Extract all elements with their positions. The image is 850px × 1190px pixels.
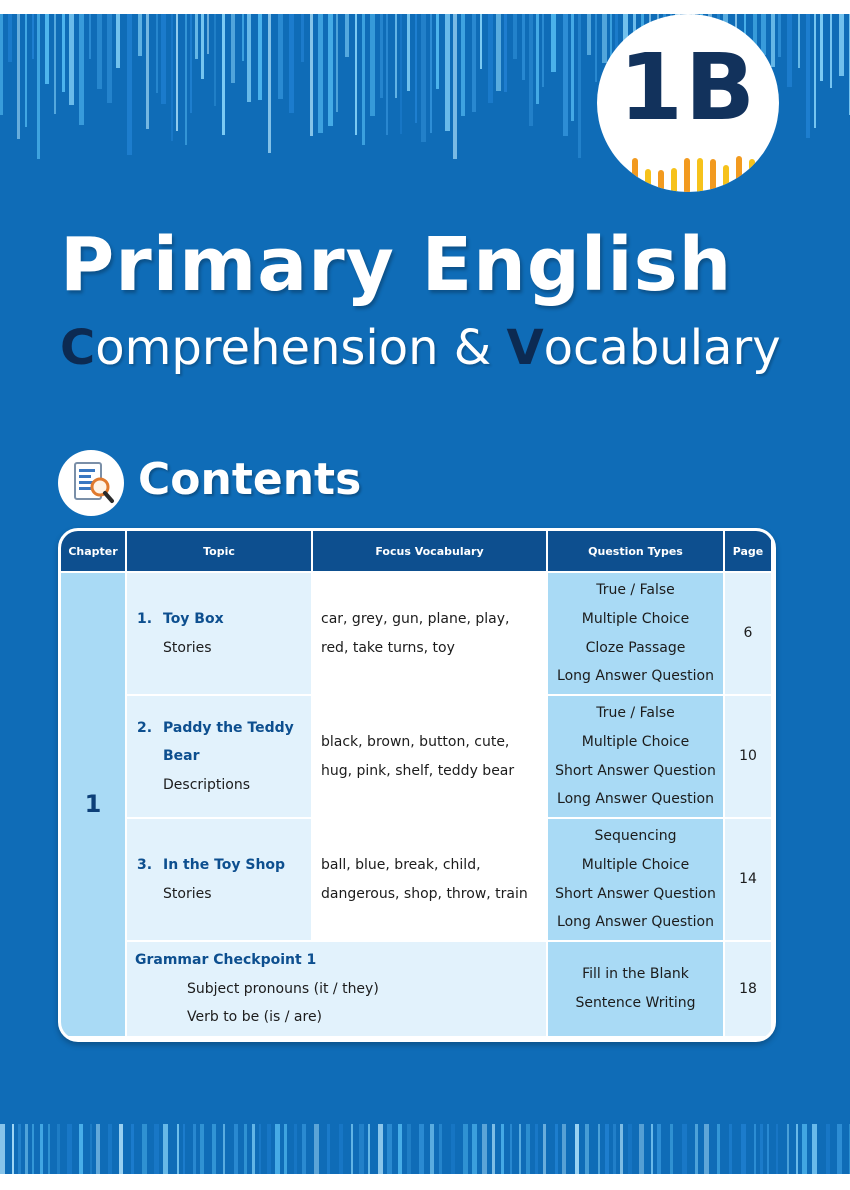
qtype-item: Multiple Choice xyxy=(581,610,690,627)
stripe-decoration xyxy=(430,1124,434,1174)
stripe-decoration xyxy=(585,1124,589,1174)
stripe-decoration xyxy=(453,14,457,159)
stripe-decoration xyxy=(18,1124,21,1174)
stripe-decoration xyxy=(398,1124,402,1174)
stripe-decoration xyxy=(657,1124,661,1174)
stripe-decoration xyxy=(207,14,209,54)
stripe-decoration xyxy=(407,1124,411,1174)
qtypes-cell xyxy=(547,941,724,1036)
stripe-decoration xyxy=(830,14,832,88)
stripe-decoration xyxy=(48,1124,50,1174)
stripe-decoration xyxy=(741,1124,746,1174)
stripe-decoration xyxy=(108,1124,112,1174)
level-badge-label: 1B xyxy=(618,34,758,141)
vocab-cell: car, grey, gun, plane, play, red, take turns, toy xyxy=(312,572,547,695)
stripe-decoration xyxy=(339,1124,343,1174)
stripe-decoration xyxy=(492,1124,495,1174)
grammar-cell xyxy=(126,941,547,1036)
qtype-item: Fill in the Blank xyxy=(582,966,689,983)
stripe-decoration xyxy=(717,1124,720,1174)
stripe-decoration xyxy=(212,1124,216,1174)
table-row xyxy=(61,572,771,695)
stripe-decoration xyxy=(146,14,149,129)
stripe-decoration xyxy=(639,1124,644,1174)
stripe-decoration xyxy=(45,14,49,84)
badge-bar-decoration xyxy=(697,158,703,192)
stripe-decoration xyxy=(142,1124,147,1174)
stripe-decoration xyxy=(244,1124,247,1174)
stripe-decoration xyxy=(787,14,792,87)
stripe-decoration xyxy=(368,1124,370,1174)
subtitle-initial-c: C xyxy=(60,320,96,376)
qtypes-cell xyxy=(547,572,724,695)
stripe-decoration xyxy=(575,1124,579,1174)
bottom-stripes-decoration xyxy=(0,1124,850,1174)
badge-bar-decoration xyxy=(645,169,651,192)
topic-title: Toy Box xyxy=(163,610,224,627)
stripe-decoration xyxy=(387,1124,392,1174)
stripe-decoration xyxy=(362,14,365,145)
stripe-decoration xyxy=(472,1124,477,1174)
stripe-decoration xyxy=(54,14,56,114)
stripe-decoration xyxy=(555,1124,558,1174)
contents-heading: Contents xyxy=(138,454,362,505)
qtype-item: Sentence Writing xyxy=(575,995,696,1011)
subtitle-word-2: ocabulary xyxy=(543,320,781,376)
book-subtitle xyxy=(60,320,781,376)
stripe-decoration xyxy=(328,14,333,126)
badge-bar-decoration xyxy=(619,167,625,192)
stripe-decoration xyxy=(17,14,20,139)
topic-cell xyxy=(126,572,312,695)
qtype-item: Long Answer Question xyxy=(557,791,714,808)
stripe-decoration xyxy=(682,1124,687,1174)
stripe-decoration xyxy=(767,1124,769,1174)
stripe-decoration xyxy=(37,14,40,159)
stripe-decoration xyxy=(336,14,338,112)
stripe-decoration xyxy=(571,14,574,121)
stripe-decoration xyxy=(154,1124,159,1174)
stripe-decoration xyxy=(310,14,313,136)
table-row xyxy=(61,818,771,941)
topic-cell xyxy=(126,695,312,818)
table-row xyxy=(61,695,771,818)
stripe-decoration xyxy=(259,1124,261,1174)
stripe-decoration xyxy=(839,14,844,76)
stripe-decoration xyxy=(695,1124,698,1174)
qtype-item: Long Answer Question xyxy=(557,914,714,931)
topic-number: 1. xyxy=(137,610,153,627)
badge-bar-decoration xyxy=(658,170,664,192)
stripe-decoration xyxy=(776,1124,778,1174)
stripe-decoration xyxy=(163,1124,168,1174)
qtype-item: True / False xyxy=(596,582,675,599)
header-vocab: Focus Vocabulary xyxy=(312,531,547,572)
qtype-item: Cloze Passage xyxy=(585,639,686,656)
contents-table-frame xyxy=(58,528,776,1042)
stripe-decoration xyxy=(670,1124,673,1174)
stripe-decoration xyxy=(185,14,187,145)
grammar-title: Grammar Checkpoint 1 xyxy=(135,952,317,969)
stripe-decoration xyxy=(445,14,450,131)
stripe-decoration xyxy=(820,14,823,81)
stripe-decoration xyxy=(378,1124,383,1174)
stripe-decoration xyxy=(131,1124,134,1174)
stripe-decoration xyxy=(496,14,501,91)
stripe-decoration xyxy=(32,1124,34,1174)
stripe-decoration xyxy=(138,14,142,56)
stripe-decoration xyxy=(513,14,517,59)
stripe-decoration xyxy=(359,1124,364,1174)
topic-subtitle: Descriptions xyxy=(163,776,251,793)
qtype-item: Multiple Choice xyxy=(581,733,690,750)
stripe-decoration xyxy=(314,1124,319,1174)
stripe-decoration xyxy=(107,14,112,103)
chapter-number: 1 xyxy=(61,572,126,1036)
contents-table xyxy=(61,531,771,1036)
table-header-row xyxy=(61,531,771,572)
page-number: 18 xyxy=(724,941,771,1036)
badge-bar-decoration xyxy=(736,156,742,192)
vocab-cell: black, brown, button, cute, hug, pink, shelf, teddy bear xyxy=(312,695,547,818)
vocab-cell: ball, blue, break, child, dangerous, shop, throw, train xyxy=(312,818,547,941)
stripe-decoration xyxy=(79,14,84,125)
stripe-decoration xyxy=(289,14,294,113)
stripe-decoration xyxy=(190,14,192,113)
document-magnifier-icon xyxy=(58,450,124,516)
stripe-decoration xyxy=(754,1124,756,1174)
stripe-decoration xyxy=(0,14,3,115)
stripe-decoration xyxy=(89,14,91,59)
stripe-decoration xyxy=(837,1124,842,1174)
stripe-decoration xyxy=(439,1124,442,1174)
stripe-decoration xyxy=(302,1124,306,1174)
stripe-decoration xyxy=(535,1124,538,1174)
qtype-item: Long Answer Question xyxy=(557,668,714,685)
grammar-item: Verb to be (is / are) xyxy=(187,1009,323,1026)
stripe-decoration xyxy=(345,14,349,57)
stripe-decoration xyxy=(69,14,74,105)
stripe-decoration xyxy=(386,14,388,135)
stripe-decoration xyxy=(119,1124,123,1174)
qtype-item: True / False xyxy=(596,705,675,722)
stripe-decoration xyxy=(294,1124,297,1174)
stripe-decoration xyxy=(177,1124,179,1174)
stripe-decoration xyxy=(247,14,251,102)
topic-title: In the Toy Shop xyxy=(163,856,286,873)
stripe-decoration xyxy=(796,1124,798,1174)
stripe-decoration xyxy=(40,1124,43,1174)
stripe-decoration xyxy=(116,14,120,68)
stripe-decoration xyxy=(812,1124,817,1174)
stripe-decoration xyxy=(451,1124,455,1174)
stripe-decoration xyxy=(318,14,323,133)
header-chapter: Chapter xyxy=(61,531,126,572)
stripe-decoration xyxy=(380,14,383,98)
stripe-decoration xyxy=(351,1124,353,1174)
stripe-decoration xyxy=(195,14,198,59)
qtypes-cell xyxy=(547,695,724,818)
grammar-row xyxy=(61,941,771,1036)
stripe-decoration xyxy=(519,1124,521,1174)
stripe-decoration xyxy=(463,1124,468,1174)
stripe-decoration xyxy=(284,1124,287,1174)
subtitle-word-1: omprehension & xyxy=(95,320,507,376)
badge-bar-decoration xyxy=(684,158,690,192)
stripe-decoration xyxy=(400,14,402,134)
level-badge xyxy=(597,14,779,192)
stripe-decoration xyxy=(79,1124,83,1174)
stripe-decoration xyxy=(242,14,244,61)
badge-bars-decoration xyxy=(619,152,759,192)
stripe-decoration xyxy=(510,1124,512,1174)
stripe-decoration xyxy=(231,14,235,83)
stripe-decoration xyxy=(96,1124,100,1174)
stripe-decoration xyxy=(551,14,556,72)
stripe-decoration xyxy=(421,14,426,142)
stripe-decoration xyxy=(214,14,216,106)
stripe-decoration xyxy=(729,1124,732,1174)
topic-cell xyxy=(126,818,312,941)
stripe-decoration xyxy=(536,14,539,104)
stripe-decoration xyxy=(25,14,27,127)
page-number: 14 xyxy=(724,818,771,941)
stripe-decoration xyxy=(651,1124,653,1174)
stripe-decoration xyxy=(234,1124,238,1174)
stripe-decoration xyxy=(461,14,465,116)
stripe-decoration xyxy=(57,1124,60,1174)
topic-subtitle: Stories xyxy=(163,639,212,656)
stripe-decoration xyxy=(504,14,507,92)
stripe-decoration xyxy=(268,14,271,153)
badge-bar-decoration xyxy=(671,168,677,192)
stripe-decoration xyxy=(161,14,166,104)
stripe-decoration xyxy=(25,1124,28,1174)
stripe-decoration xyxy=(223,1124,225,1174)
stripe-decoration xyxy=(415,14,417,123)
stripe-decoration xyxy=(802,1124,807,1174)
stripe-decoration xyxy=(482,1124,487,1174)
stripe-decoration xyxy=(252,1124,255,1174)
stripe-decoration xyxy=(501,1124,504,1174)
badge-bar-decoration xyxy=(749,159,755,192)
stripe-decoration xyxy=(176,14,178,131)
stripe-decoration xyxy=(562,1124,566,1174)
stripe-decoration xyxy=(814,14,816,128)
stripe-decoration xyxy=(613,1124,616,1174)
stripe-decoration xyxy=(628,1124,632,1174)
stripe-decoration xyxy=(32,14,34,59)
stripe-decoration xyxy=(171,14,173,141)
stripe-decoration xyxy=(620,1124,623,1174)
qtype-item: Multiple Choice xyxy=(581,856,690,873)
stripe-decoration xyxy=(395,14,397,98)
stripe-decoration xyxy=(587,14,591,55)
header-page: Page xyxy=(724,531,771,572)
subtitle-initial-v: V xyxy=(506,320,544,376)
badge-bar-decoration xyxy=(723,165,729,192)
qtypes-cell xyxy=(547,818,724,941)
qtype-item: Short Answer Question xyxy=(555,762,716,779)
stripe-decoration xyxy=(543,1124,546,1174)
qtype-item: Short Answer Question xyxy=(555,885,716,902)
topic-number: 2. xyxy=(137,719,153,736)
stripe-decoration xyxy=(275,1124,280,1174)
stripe-decoration xyxy=(90,1124,92,1174)
stripe-decoration xyxy=(355,14,357,135)
grammar-item: Subject pronouns (it / they) xyxy=(187,980,379,997)
stripe-decoration xyxy=(193,1124,196,1174)
stripe-decoration xyxy=(529,14,533,126)
stripe-decoration xyxy=(787,1124,789,1174)
stripe-decoration xyxy=(605,1124,609,1174)
stripe-decoration xyxy=(563,14,568,136)
badge-bar-decoration xyxy=(710,159,716,192)
qtype-item: Sequencing xyxy=(594,828,677,845)
stripe-decoration xyxy=(183,1124,185,1174)
stripe-decoration xyxy=(370,14,375,116)
stripe-decoration xyxy=(760,1124,763,1174)
book-title: Primary English xyxy=(60,222,733,308)
stripe-decoration xyxy=(542,14,544,87)
stripe-decoration xyxy=(526,1124,530,1174)
stripe-decoration xyxy=(430,14,432,133)
stripe-decoration xyxy=(258,14,262,100)
stripe-decoration xyxy=(222,14,225,135)
stripe-decoration xyxy=(62,14,65,92)
stripe-decoration xyxy=(0,1124,5,1174)
stripe-decoration xyxy=(127,14,132,155)
stripe-decoration xyxy=(8,14,12,62)
stripe-decoration xyxy=(97,14,102,89)
stripe-decoration xyxy=(472,14,476,112)
stripe-decoration xyxy=(407,14,410,91)
stripe-decoration xyxy=(436,14,439,89)
stripe-decoration xyxy=(488,14,493,103)
stripe-decoration xyxy=(67,1124,72,1174)
stripe-decoration xyxy=(826,1124,830,1174)
stripe-decoration xyxy=(156,14,158,93)
stripe-decoration xyxy=(200,1124,204,1174)
stripe-decoration xyxy=(301,14,304,62)
stripe-decoration xyxy=(201,14,204,79)
stripe-decoration xyxy=(598,1124,600,1174)
cover-background xyxy=(0,14,850,1174)
stripe-decoration xyxy=(278,14,283,99)
stripe-decoration xyxy=(327,1124,330,1174)
page-number: 10 xyxy=(724,695,771,818)
stripe-decoration xyxy=(798,14,800,68)
stripe-decoration xyxy=(806,14,810,138)
page-number: 6 xyxy=(724,572,771,695)
topic-subtitle: Stories xyxy=(163,885,212,902)
topic-title: Paddy the Teddy Bear xyxy=(163,719,294,765)
badge-bar-decoration xyxy=(632,158,638,192)
header-qtypes: Question Types xyxy=(547,531,724,572)
topic-number: 3. xyxy=(137,856,153,873)
stripe-decoration xyxy=(419,1124,424,1174)
stripe-decoration xyxy=(480,14,482,69)
stripe-decoration xyxy=(522,14,525,80)
stripe-decoration xyxy=(704,1124,709,1174)
header-topic: Topic xyxy=(126,531,312,572)
stripe-decoration xyxy=(12,1124,14,1174)
stripe-decoration xyxy=(267,1124,271,1174)
stripe-decoration xyxy=(578,14,581,158)
